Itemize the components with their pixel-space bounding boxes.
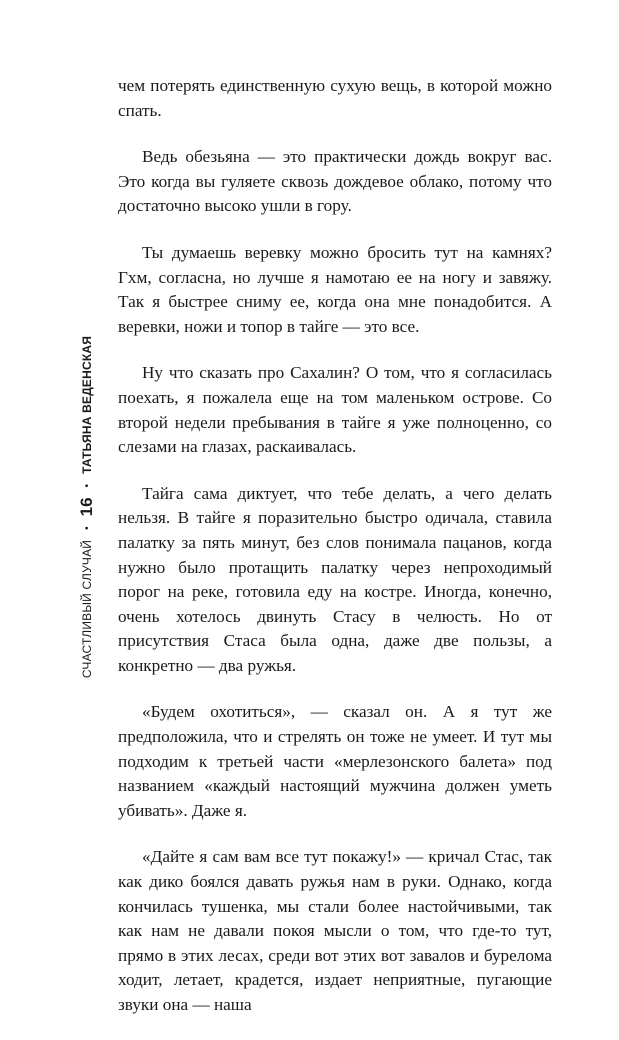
paragraph: Ведь обезьяна — это практически дождь вокруг вас. Это когда вы гуляете сквозь дождевое облако, потому что достаточно высоко ушли в гору.	[118, 147, 552, 216]
paragraph: чем потерять единственную сухую вещь, в которой можно спать.	[118, 76, 552, 120]
separator-dot: •	[81, 483, 93, 488]
author-name: ТАТЬЯНА ВЕДЕНСКАЯ	[80, 335, 94, 474]
paragraph: Ты думаешь веревку можно бросить тут на камнях? Гхм, согласна, но лучше я намотаю ее на ногу и завяжу. Так я быстрее сниму ее, когда она мне понадобится. А веревки, ножи и топор в тайге — это все.	[118, 242, 552, 336]
paragraph: «Дайте я сам вам все тут покажу!» — кричал Стас, так как дико боялся давать ружья нам в руки. Однако, когда кончилась тушенка, мы стали более настойчивыми, так как нам не давали покоя мысли о том, что где-то тут, прямо в этих лесах, среди вот этих вот завалов и бурелома ходит, летает, крадется, издает неприятные, пугающие звуки она — наша	[118, 847, 552, 1014]
paragraph: «Будем охотиться», — сказал он. А я тут же предположила, что и стрелять он тоже не умеет. И тут мы подходим к третьей части «мерлезонского балета» под названием «каждый настоящий мужчина должен уметь убивать». Даже я.	[118, 702, 552, 820]
running-head-line	[77, 336, 97, 678]
paragraph: Тайга сама диктует, что тебе делать, а чего делать нельзя. В тайге я поразительно быстро одичала, ставила палатку за пять минут, без слов понимала пацанов, когда нужно было протащить палатку через непроходимый порог на реке, готовила еду на костре. Иногда, конечно, очень хотелось двинуть Стасу в челюсть. Но от присутствия Стаса была одна, даже две пользы, а конкретно — два ружья.	[118, 483, 552, 675]
page-number: 16	[77, 497, 96, 517]
running-head	[77, 335, 96, 679]
book-title: СЧАСТЛИВЫЙ СЛУЧАЙ	[80, 539, 94, 679]
paragraph: Ну что сказать про Сахалин? О том, что я согласилась поехать, я пожалела еще на том маленьком острове. Со второй недели пребывания в тайге я уже полноценно, со слезами на глазах, раскаивалась.	[118, 363, 552, 457]
body-text	[118, 74, 552, 1040]
separator-dot: •	[81, 526, 93, 530]
